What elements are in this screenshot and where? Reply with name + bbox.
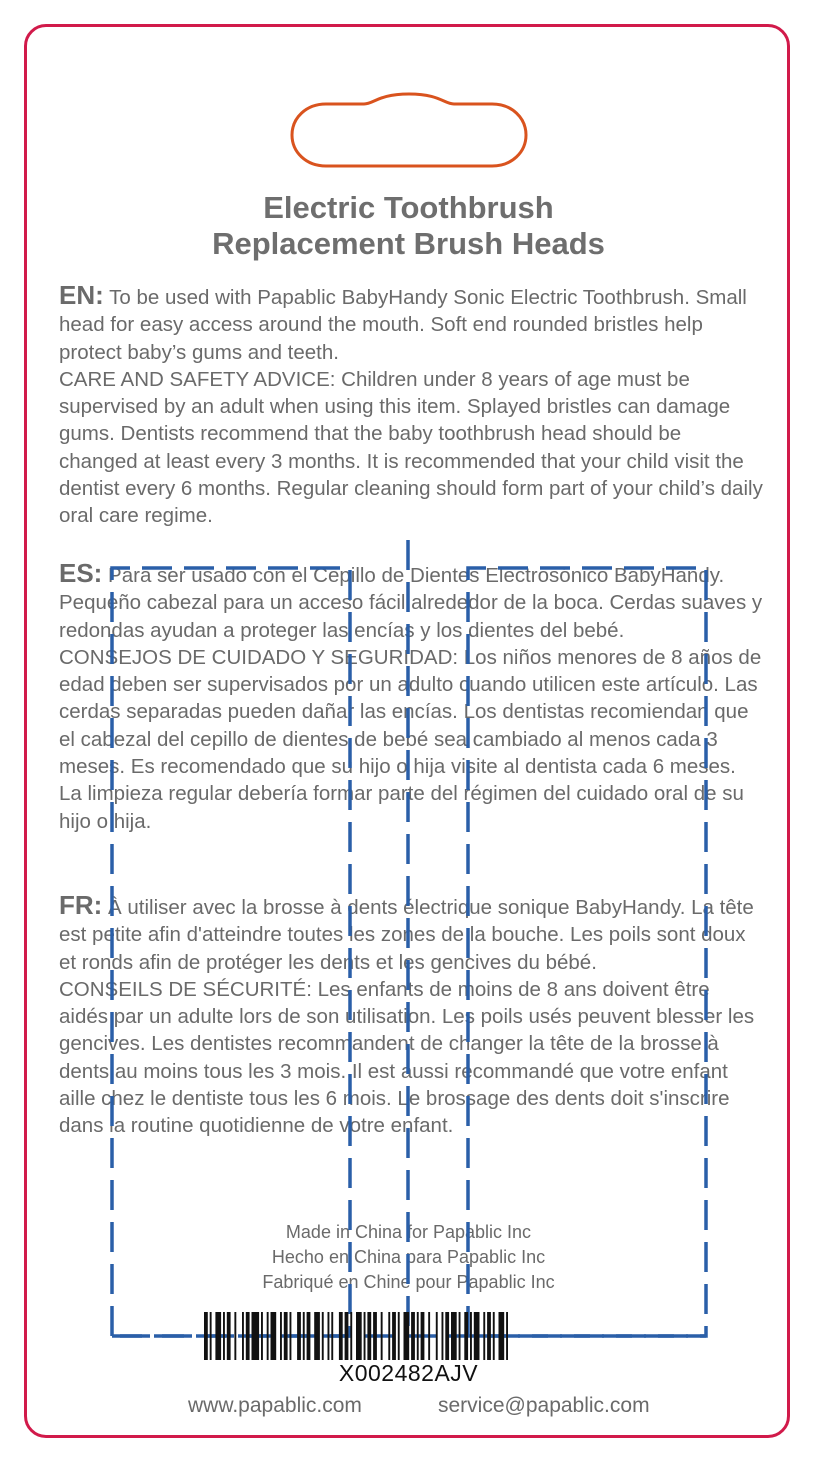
title-line-1: Electric Toothbrush xyxy=(263,190,554,225)
barcode xyxy=(204,1312,614,1360)
made-in-fr: Fabriqué en Chine pour Papablic Inc xyxy=(262,1272,555,1292)
lang-code-fr: FR: xyxy=(59,890,103,920)
made-in-es: Hecho en China para Papablic Inc xyxy=(271,1247,546,1267)
barcode-number: X002482AJV xyxy=(338,1360,479,1386)
es-safety: CONSEJOS DE CUIDADO Y SEGURIDAD: Los niños menores de 8 años de edad deben ser supervisados por un adulto cuando utilicen este artículo. Las cerdas separadas pueden dañar las encías. Los dentistas recomiendan que el cabezal del cepillo de dientes de bebé sea cambiado al menos cada 3 meses. Es recomendado que su hijo o hija visite al dentista cada 6 meses. La limpieza regular debería formar parte del régimen del cuidado oral de su hijo o hija. xyxy=(59,645,762,833)
section-spanish xyxy=(59,560,764,835)
website-link[interactable]: www.papablic.com xyxy=(188,1394,362,1417)
hanger-hole-icon xyxy=(286,90,532,170)
section-french xyxy=(59,892,764,1140)
product-title xyxy=(0,190,817,262)
lang-code-en: EN: xyxy=(59,280,104,310)
fr-safety: CONSEILS DE SÉCURITÉ: Les enfants de moins de 8 ans doivent être aidés par un adulte lors de son utilisation. Les poils usés peuvent blesser les gencives. Les dentistes recommandent de changer la tête de la brosse à dents au moins tous les 3 mois. Il est aussi recommandé que votre enfant aille chez le dentiste tous les 6 mois. Le brossage des dents doit s'inscrire dans la routine quotidienne de votre enfant. xyxy=(59,977,755,1138)
en-description: To be used with Papablic BabyHandy Sonic Electric Toothbrush. Small head for easy access around the mouth. Soft end rounded bristles help protect baby’s gums and teeth. xyxy=(59,286,747,364)
en-safety: CARE AND SAFETY ADVICE: Children under 8 years of age must be supervised by an adult when using this item. Splayed bristles can damage gums. Dentists recommend that the baby toothbrush head should be changed at least every 3 months. It is recommended that your child visit the dentist every 6 months. Regular cleaning should form part of your child’s daily oral care regime. xyxy=(59,367,763,528)
fr-description-paragraph xyxy=(59,892,764,976)
manufacturer-info xyxy=(0,1220,817,1295)
fr-description: À utiliser avec la brosse à dents électrique sonique BabyHandy. La tête est petite afin d'atteindre toutes les zones de la bouche. Les poils sont doux et ronds afin de protéger les dents et les gencives du bébé. xyxy=(59,896,754,974)
section-english xyxy=(59,282,764,530)
lang-code-es: ES: xyxy=(59,558,103,588)
made-in-en: Made in China for Papablic Inc xyxy=(285,1222,532,1242)
es-description: Para ser usado con el Cepillo de Dientes Electrosónico BabyHandy. Pequeño cabezal para un acceso fácil alrededor de la boca. Cerdas suaves y redondas ayudan a proteger las encías y los dientes del bebé. xyxy=(59,564,763,642)
title-line-2: Replacement Brush Heads xyxy=(212,226,605,261)
en-description-paragraph xyxy=(59,282,764,366)
es-description-paragraph xyxy=(59,560,764,644)
email-link[interactable]: service@papablic.com xyxy=(438,1394,650,1417)
